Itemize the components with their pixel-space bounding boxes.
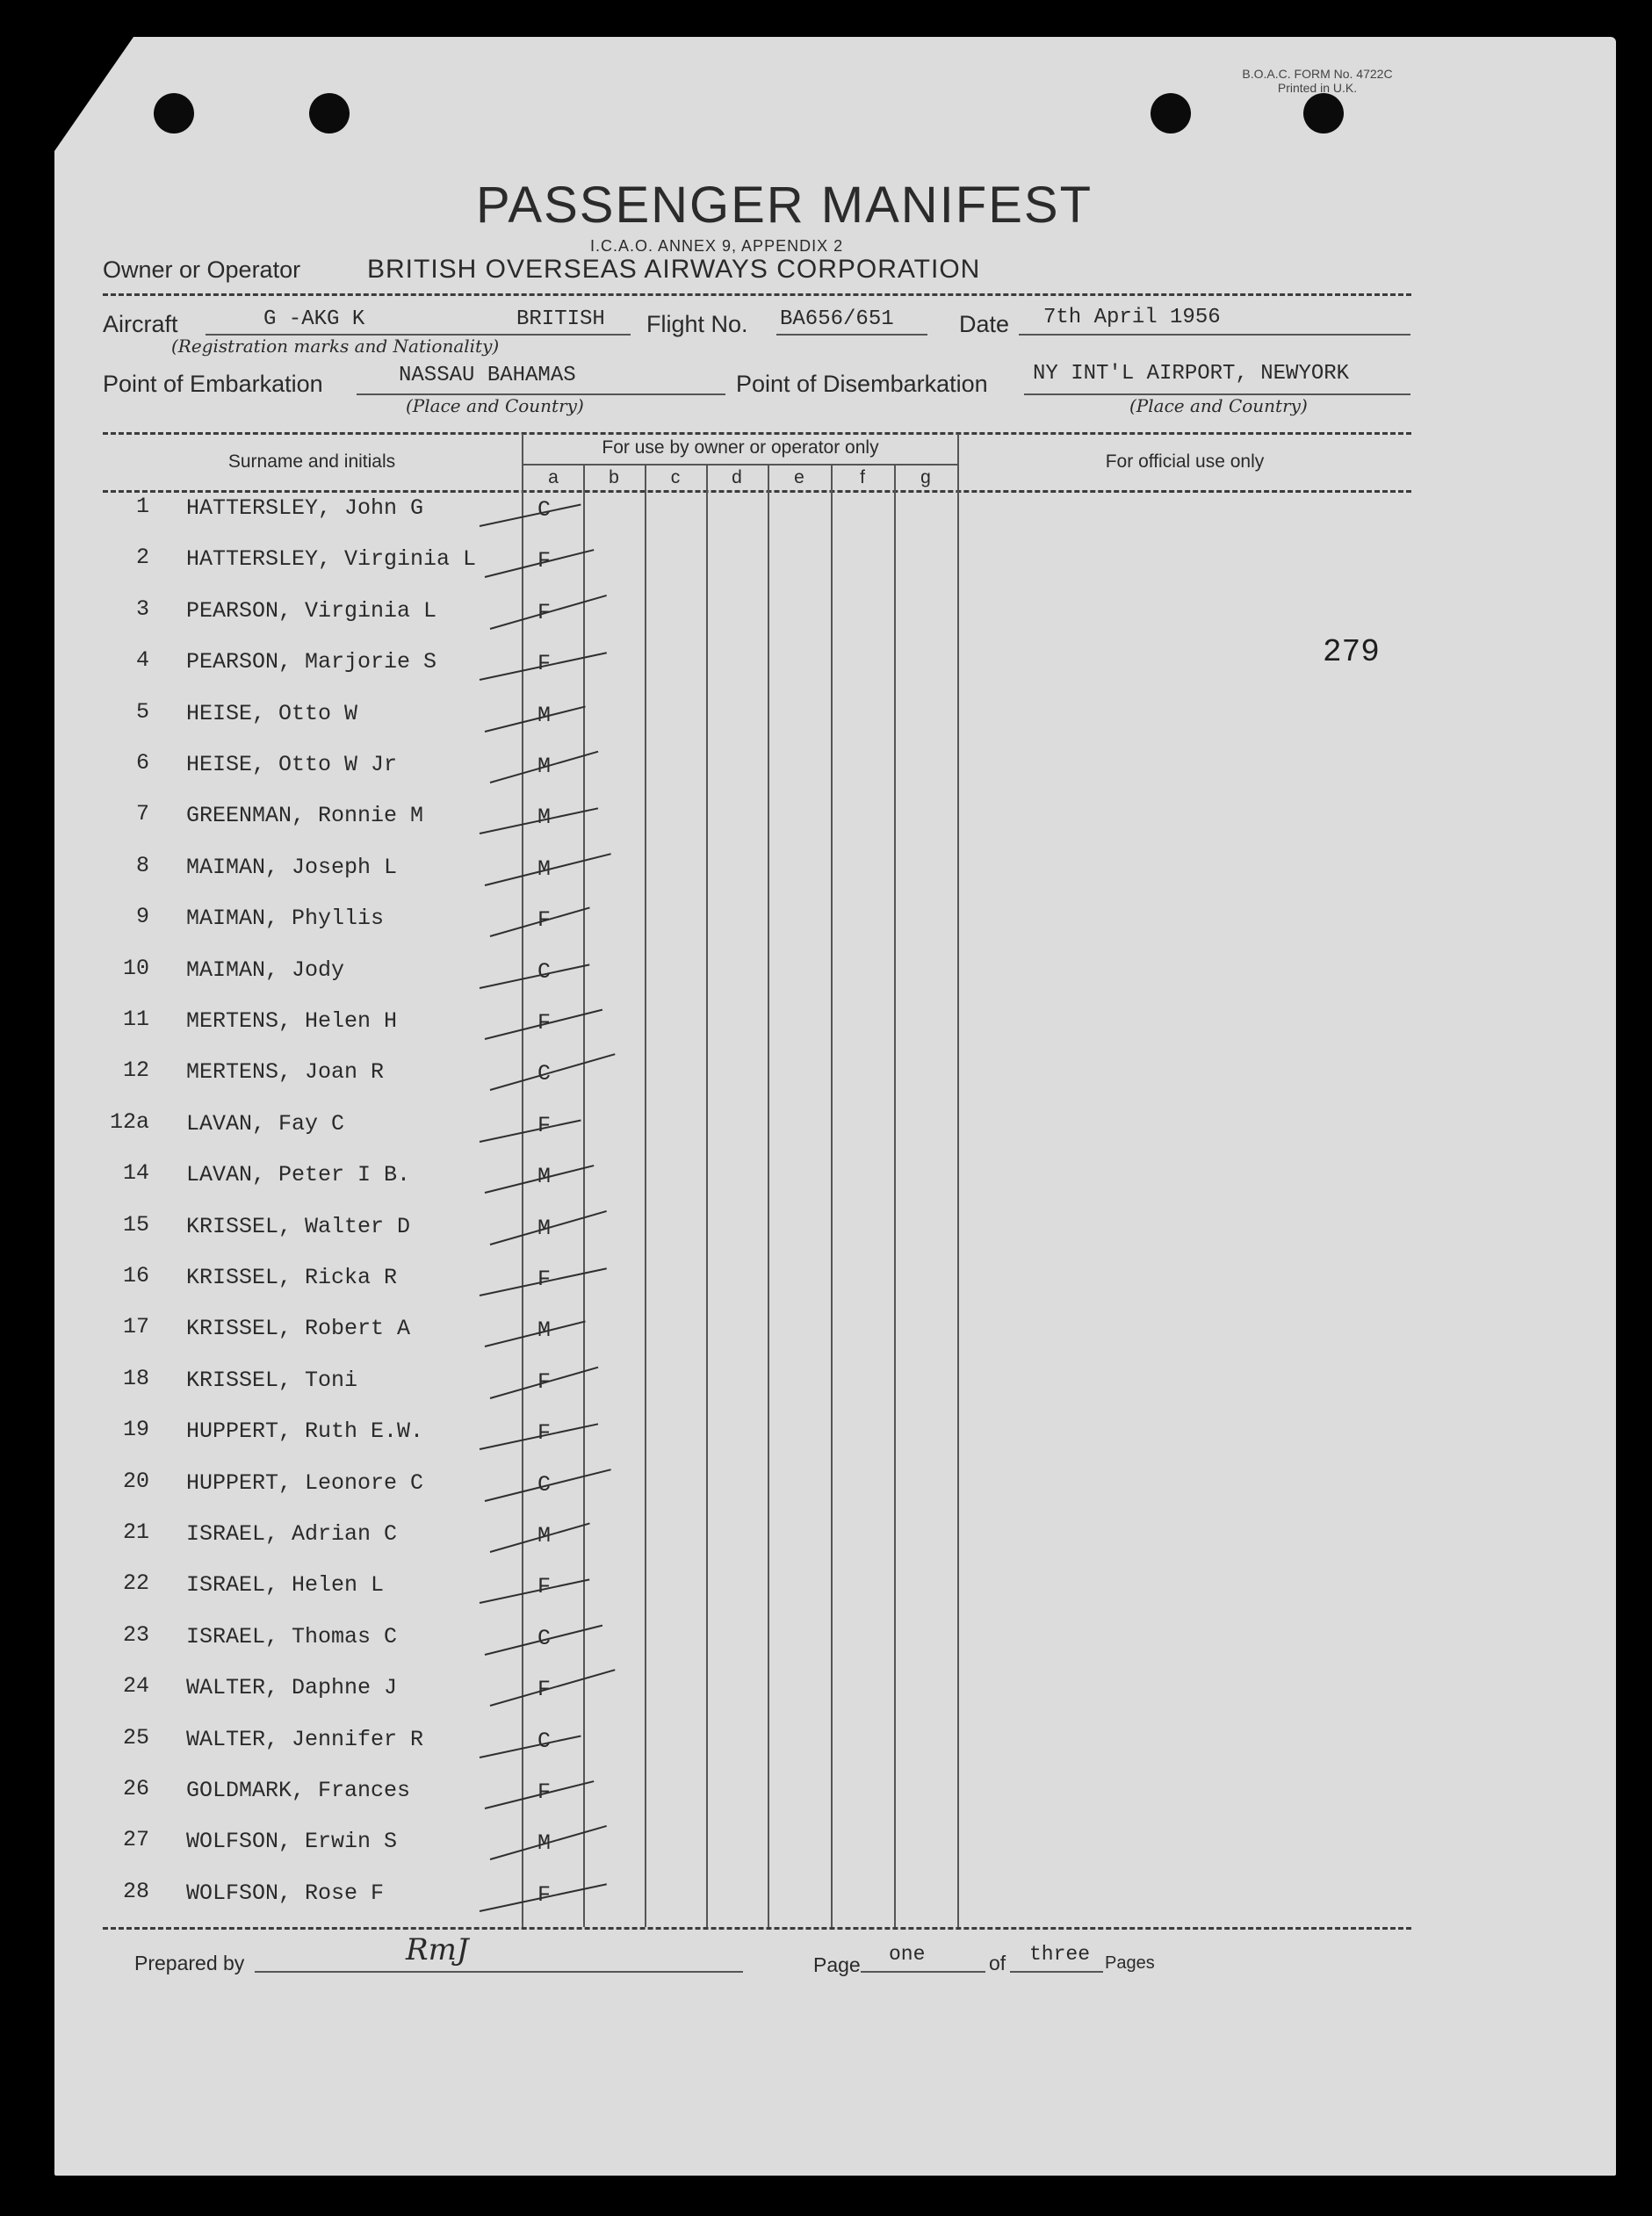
col-divider <box>768 466 769 1927</box>
passenger-name: WOLFSON, Rose F <box>186 1880 385 1906</box>
row-number: 9 <box>135 904 149 929</box>
passenger-category-code: C <box>537 1472 552 1498</box>
passenger-category-code: C <box>537 497 552 523</box>
table-bottom-rule <box>103 1927 1411 1930</box>
passenger-category-code: F <box>537 1113 552 1138</box>
printed-in-text: Printed in U.K. <box>1277 81 1358 95</box>
disembarkation-caption: (Place and Country) <box>1129 395 1308 416</box>
passenger-name: MAIMAN, Phyllis <box>186 906 385 931</box>
passenger-category-code: M <box>537 703 552 728</box>
owner-label: Owner or Operator <box>103 256 301 283</box>
subcolumn-header-c: c <box>670 467 681 487</box>
row-number: 6 <box>135 750 149 776</box>
passenger-name: HEISE, Otto W <box>186 701 358 726</box>
row-number: 21 <box>122 1519 149 1545</box>
passenger-name: ISRAEL, Adrian C <box>186 1521 398 1547</box>
page-underline <box>861 1971 985 1973</box>
passenger-category-code: C <box>537 1626 552 1651</box>
passenger-name: HUPPERT, Ruth E.W. <box>186 1418 424 1444</box>
passenger-category-code: F <box>537 1574 552 1599</box>
row-number: 5 <box>135 699 149 725</box>
operator-column-header: For use by owner or operator only <box>602 437 879 458</box>
row-number: 26 <box>122 1776 149 1801</box>
row-number: 18 <box>122 1366 149 1391</box>
form-number <box>1212 67 1423 95</box>
row-number: 12 <box>122 1057 149 1083</box>
passenger-category-code: F <box>537 1010 552 1036</box>
prepared-by-label: Prepared by <box>134 1952 245 1974</box>
subcolumn-header-d: d <box>732 467 742 487</box>
subcolumn-header-b: b <box>609 467 619 487</box>
row-number: 27 <box>122 1827 149 1852</box>
preparer-signature: RmJ <box>406 1932 469 1967</box>
passenger-category-code: F <box>537 907 552 933</box>
passenger-name: ISRAEL, Thomas C <box>186 1624 398 1649</box>
col-divider <box>957 434 959 1927</box>
passenger-category-code: F <box>537 548 552 574</box>
page-title: PASSENGER MANIFEST <box>476 177 1093 234</box>
total-underline <box>1010 1971 1103 1973</box>
passenger-category-code: F <box>537 1677 552 1702</box>
of-label: of <box>989 1952 1006 1974</box>
passenger-name: MAIMAN, Jody <box>186 957 345 983</box>
col-divider <box>894 466 896 1927</box>
row-number: 22 <box>122 1570 149 1596</box>
date-underline <box>1019 334 1410 336</box>
embarkation-caption: (Place and Country) <box>406 395 584 416</box>
passenger-name: WOLFSON, Erwin S <box>186 1829 398 1854</box>
passenger-name: HEISE, Otto W Jr <box>186 752 398 777</box>
row-number: 19 <box>122 1417 149 1442</box>
passenger-category-code: F <box>537 1420 552 1446</box>
passenger-name: HATTERSLEY, Virginia L <box>186 546 477 572</box>
passenger-category-code: M <box>537 1164 552 1189</box>
row-number: 25 <box>122 1725 149 1750</box>
passenger-category-code: M <box>537 805 552 830</box>
passenger-category-code: F <box>537 651 552 676</box>
passenger-category-code: M <box>537 856 552 882</box>
embarkation-value: NASSAU BAHAMAS <box>399 364 576 387</box>
passenger-name: KRISSEL, Robert A <box>186 1316 411 1341</box>
passenger-category-code: M <box>537 1523 552 1548</box>
date-label: Date <box>959 311 1010 337</box>
page-number: one <box>889 1943 926 1966</box>
col-divider <box>706 466 708 1927</box>
row-number: 17 <box>122 1314 149 1339</box>
passenger-category-code: F <box>537 1882 552 1908</box>
passenger-name: WALTER, Jennifer R <box>186 1727 424 1752</box>
aircraft-nationality: BRITISH <box>516 307 605 331</box>
passenger-category-code: F <box>537 1779 552 1805</box>
row-number: 24 <box>122 1673 149 1699</box>
page-subtitle: I.C.A.O. ANNEX 9, APPENDIX 2 <box>590 237 844 255</box>
passenger-category-code: M <box>537 1830 552 1856</box>
row-number: 15 <box>122 1212 149 1238</box>
aircraft-caption: (Registration marks and Nationality) <box>171 336 500 357</box>
disembarkation-value: NY INT'L AIRPORT, NEWYORK <box>1033 362 1350 386</box>
row-number: 23 <box>122 1622 149 1648</box>
flight-underline <box>776 334 927 336</box>
passenger-name: MAIMAN, Joseph L <box>186 855 398 880</box>
row-number: 2 <box>135 545 149 570</box>
passenger-name: MERTENS, Joan R <box>186 1059 385 1085</box>
page-label: Page <box>813 1953 861 1976</box>
prepared-by-underline <box>255 1971 743 1973</box>
official-column-header: For official use only <box>1105 451 1265 472</box>
passenger-category-code: C <box>537 1061 552 1086</box>
row-number: 8 <box>135 853 149 878</box>
embarkation-label: Point of Embarkation <box>103 371 323 397</box>
passenger-name: ISRAEL, Helen L <box>186 1572 385 1598</box>
row-number: 1 <box>135 494 149 519</box>
passenger-name: GOLDMARK, Frances <box>186 1778 411 1803</box>
row-number: 14 <box>122 1160 149 1186</box>
passenger-name: PEARSON, Virginia L <box>186 598 437 624</box>
aircraft-label: Aircraft <box>103 311 178 337</box>
passenger-category-code: C <box>537 959 552 985</box>
passenger-category-code: F <box>537 600 552 625</box>
row-number: 20 <box>122 1469 149 1494</box>
passenger-name: PEARSON, Marjorie S <box>186 649 437 675</box>
passenger-name: KRISSEL, Toni <box>186 1368 358 1393</box>
passenger-name: GREENMAN, Ronnie M <box>186 803 424 828</box>
passenger-name: HUPPERT, Leonore C <box>186 1470 424 1496</box>
disembarkation-label: Point of Disembarkation <box>736 371 988 397</box>
operator-subheader-rule <box>523 464 957 466</box>
row-number: 7 <box>135 801 149 826</box>
passenger-category-code: F <box>537 1369 552 1395</box>
passenger-name: HATTERSLEY, John G <box>186 495 424 521</box>
col-divider <box>583 466 585 1927</box>
row-number: 28 <box>122 1879 149 1904</box>
pages-label: Pages <box>1105 1953 1155 1973</box>
subcolumn-header-f: f <box>860 467 865 487</box>
table-top-rule <box>103 432 1411 435</box>
passenger-category-code: M <box>537 754 552 779</box>
punch-hole-right-1 <box>1151 93 1191 134</box>
owner-value: BRITISH OVERSEAS AIRWAYS CORPORATION <box>367 255 981 284</box>
row-number: 11 <box>122 1007 149 1032</box>
passenger-category-code: M <box>537 1216 552 1241</box>
passenger-category-code: M <box>537 1317 552 1343</box>
surname-column-header: Surname and initials <box>227 451 396 472</box>
aircraft-registration: G -AKG K <box>263 307 365 331</box>
passenger-name: LAVAN, Peter I B. <box>186 1162 411 1187</box>
col-divider <box>645 466 646 1927</box>
col-divider <box>522 434 523 1927</box>
punch-hole-right-2 <box>1303 93 1344 134</box>
divider <box>103 293 1411 296</box>
row-number: 3 <box>135 596 149 622</box>
punch-hole-left-2 <box>309 93 350 134</box>
row-number: 4 <box>135 647 149 673</box>
torn-corner <box>54 37 133 151</box>
passenger-category-code: C <box>537 1729 552 1754</box>
passenger-category-code: F <box>537 1267 552 1292</box>
passenger-name: KRISSEL, Ricka R <box>186 1265 398 1290</box>
passenger-name: MERTENS, Helen H <box>186 1008 398 1034</box>
row-number: 12a <box>109 1109 149 1135</box>
punch-hole-left-1 <box>154 93 194 134</box>
col-divider <box>831 466 833 1927</box>
total-pages: three <box>1029 1943 1091 1966</box>
flight-number: BA656/651 <box>780 307 894 331</box>
form-number-text: B.O.A.C. FORM No. 4722C <box>1242 67 1393 81</box>
row-number: 16 <box>122 1263 149 1288</box>
subcolumn-header-e: e <box>794 467 804 487</box>
manifest-sheet <box>54 37 1616 2176</box>
official-number-stamp: 279 <box>1323 634 1380 670</box>
flight-label: Flight No. <box>646 311 748 337</box>
passenger-name: WALTER, Daphne J <box>186 1675 398 1700</box>
subcolumn-header-a: a <box>548 467 559 487</box>
subcolumn-header-g: g <box>920 467 931 487</box>
passenger-name: LAVAN, Fay C <box>186 1111 345 1137</box>
date-value: 7th April 1956 <box>1043 306 1221 329</box>
passenger-name: KRISSEL, Walter D <box>186 1214 411 1239</box>
table-header-rule <box>103 490 1411 493</box>
row-number: 10 <box>122 956 149 981</box>
